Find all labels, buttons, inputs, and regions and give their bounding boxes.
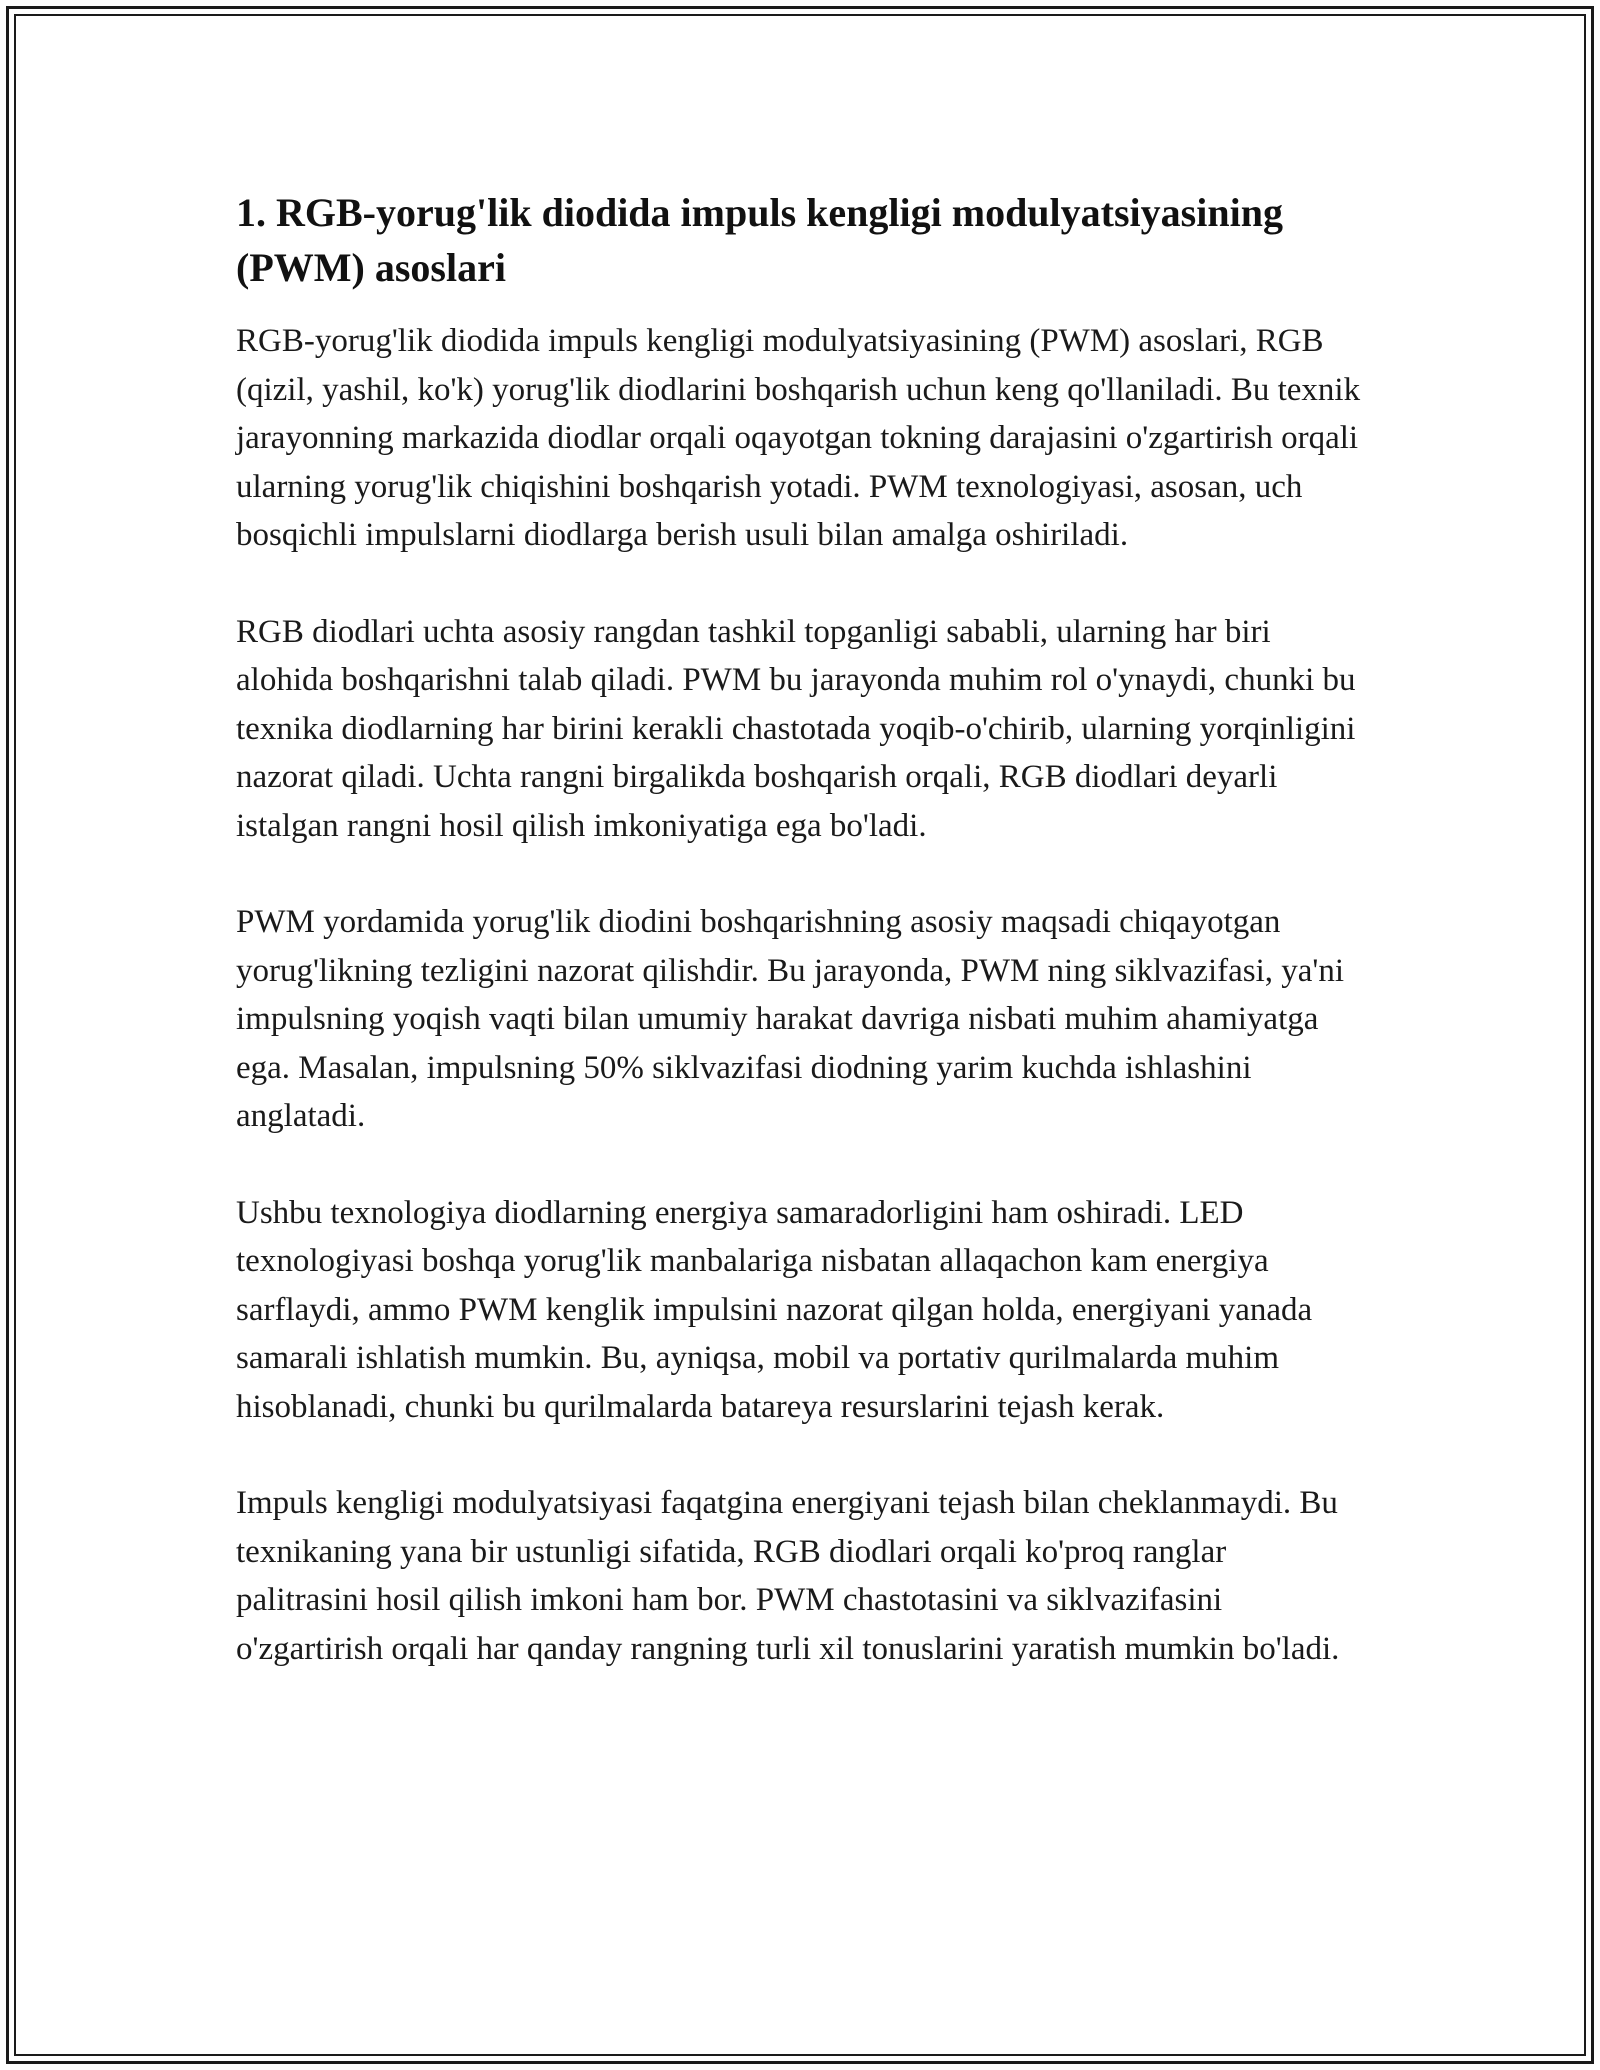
paragraph-4: Ushbu texnologiya diodlarning energiya samaradorligini ham oshiradi. LED texnologiyasi boshqa yorug'lik manbalariga nisbatan allaqachon kam energiya sarflaydi, ammo PWM kenglik impulsini nazorat qilgan holda, energiyani yanada samarali ishlatish mumkin. Bu, ayniqsa, mobil va portativ qurilmalarda muhim hisoblanadi, chunki bu qurilmalarda batareya resurslarini tejash kerak.	[236, 1194, 1313, 1425]
section-title: 1. RGB-yorug'lik diodida impuls kengligi modulyatsiyasining (PWM) asoslari	[236, 190, 1283, 290]
document-body	[236, 185, 1366, 1721]
paragraph-2: RGB diodlari uchta asosiy rangdan tashkil topganligi sababli, ularning har biri alohida boshqarishni talab qiladi. PWM bu jarayonda muhim rol o'ynaydi, chunki bu texnika diodlarning har birini kerakli chastotada yoqib-o'chirib, ularning yorqinligini nazorat qiladi. Uchta rangni birgalikda boshqarish orqali, RGB diodlari deyarli istalgan rangni hosil qilish imkoniyatiga ega bo'ladi.	[236, 613, 1356, 844]
paragraph-3: PWM yordamida yorug'lik diodini boshqarishning asosiy maqsadi chiqayotgan yorug'likning tezligini nazorat qilishdir. Bu jarayonda, PWM ning siklvazifasi, ya'ni impulsning yoqish vaqti bilan umumiy harakat davriga nisbati muhim ahamiyatga ega. Masalan, impulsning 50% siklvazifasi diodning yarim kuchda ishlashini anglatadi.	[236, 904, 1345, 1134]
paragraph-5: Impuls kengligi modulyatsiyasi faqatgina energiyani tejash bilan cheklanmaydi. Bu texnikaning yana bir ustunligi sifatida, RGB diodlari orqali ko'proq ranglar palitrasini hosil qilish imkoni ham bor. PWM chastotasini va siklvazifasini o'zgartirish orqali har qanday rangning turli xil tonuslarini yaratish mumkin bo'ladi.	[236, 1485, 1340, 1667]
paragraph-1: RGB-yorug'lik diodida impuls kengligi modulyatsiyasining (PWM) asoslari, RGB (qizil, yashil, ko'k) yorug'lik diodlarini boshqarish uchun keng qo'llaniladi. Bu texnik jarayonning markazida diodlar orqali oqayotgan tokning darajasini o'zgartirish orqali ularning yorug'lik chiqishini boshqarish yotadi. PWM texnologiyasi, asosan, uch bosqichli impulslarni diodlarga berish usuli bilan amalga oshiriladi.	[236, 323, 1361, 553]
